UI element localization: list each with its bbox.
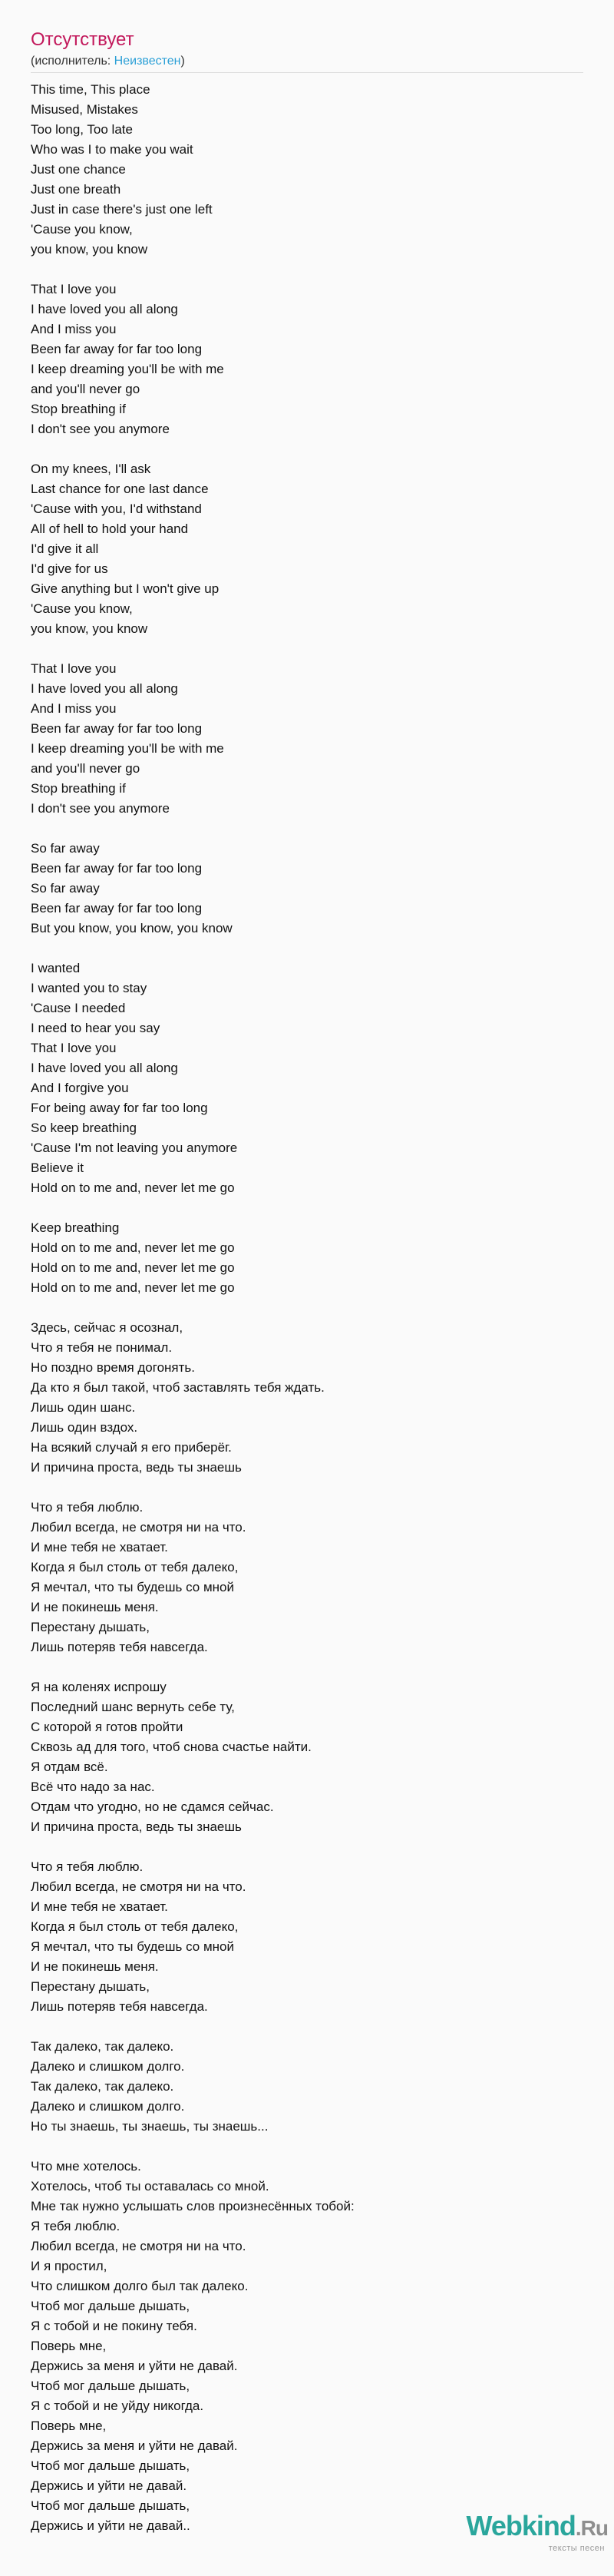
lyric-line: Who was I to make you wait [31, 142, 193, 157]
lyric-line: Been far away for far too long [31, 861, 203, 876]
lyric-line: И я простил, [31, 2259, 107, 2273]
lyric-line: 'Cause you know, [31, 222, 133, 237]
lyric-line: Last chance for one last dance [31, 482, 209, 496]
lyric-line: Но ты знаешь, ты знаешь, ты знаешь... [31, 2119, 269, 2134]
lyric-line: И причина проста, ведь ты знаешь [31, 1460, 242, 1475]
lyrics-stanza [31, 1677, 583, 1837]
lyric-line: Я на коленях испрошу [31, 1680, 167, 1694]
lyric-line: Далеко и слишком долго. [31, 2059, 185, 2074]
lyric-line: Я мечтал, что ты будешь со мной [31, 1939, 234, 1954]
lyric-line: That I love you [31, 282, 117, 296]
lyric-line: И мне тебя не хватает. [31, 1540, 168, 1555]
lyrics-stanza [31, 2037, 583, 2137]
lyric-line: 'Cause I'm not leaving you anymore [31, 1141, 238, 1155]
watermark-tld: Ru [580, 2516, 608, 2540]
lyric-line: And I miss you [31, 701, 117, 716]
lyric-line: But you know, you know, you know [31, 921, 233, 935]
lyric-line: Далеко и слишком долго. [31, 2099, 185, 2114]
lyric-line: I need to hear you say [31, 1021, 160, 1035]
header-divider [31, 72, 583, 73]
lyric-line: I have loved you all along [31, 302, 178, 316]
lyric-line: Перестану дышать, [31, 1979, 150, 1994]
lyric-line: Что слишком долго был так далеко. [31, 2279, 249, 2293]
lyrics-stanza [31, 959, 583, 1198]
lyric-line: I don't see you anymore [31, 801, 170, 816]
lyric-line: Последний шанс вернуть себе ту, [31, 1700, 235, 1714]
lyric-line: Just one breath [31, 182, 121, 197]
lyric-line: Что я тебя люблю. [31, 1859, 144, 1874]
lyric-line: Hold on to me and, never let me go [31, 1280, 235, 1295]
lyric-line: Я с тобой и не покину тебя. [31, 2319, 197, 2333]
lyric-line: I wanted you to stay [31, 981, 147, 995]
lyric-line: That I love you [31, 1041, 117, 1055]
lyric-line: Я тебя люблю. [31, 2219, 120, 2233]
watermark-brand: Webkind [466, 2510, 576, 2541]
lyrics-stanza [31, 80, 583, 260]
lyric-line: I wanted [31, 961, 81, 975]
lyric-line: Когда я был столь от тебя далеко, [31, 1560, 239, 1574]
watermark-logo[interactable] [467, 2512, 608, 2542]
lyric-line: Чтоб мог дальше дышать, [31, 2458, 190, 2473]
lyrics-body [31, 80, 583, 2556]
lyrics-stanza [31, 659, 583, 819]
lyric-line: And I miss you [31, 322, 117, 336]
lyrics-stanza [31, 459, 583, 639]
lyric-line: Хотелось, чтоб ты оставалась со мной. [31, 2179, 269, 2194]
lyrics-stanza [31, 1498, 583, 1657]
lyric-line: Just in case there's just one left [31, 202, 213, 217]
lyric-line: Hold on to me and, never let me go [31, 1180, 235, 1195]
lyric-line: Поверь мне, [31, 2419, 107, 2433]
lyric-line: and you'll never go [31, 382, 140, 396]
lyric-line: Чтоб мог дальше дышать, [31, 2498, 190, 2513]
artist-suffix: ) [180, 55, 185, 68]
lyric-line: И причина проста, ведь ты знаешь [31, 1819, 242, 1834]
lyric-line: Been far away for far too long [31, 901, 203, 916]
lyric-line: Поверь мне, [31, 2339, 107, 2353]
lyrics-stanza [31, 2157, 583, 2536]
lyric-line: Too long, Too late [31, 122, 133, 137]
lyrics-stanza [31, 1857, 583, 2017]
lyric-line: Так далеко, так далеко. [31, 2039, 174, 2054]
lyric-line: Что я тебя люблю. [31, 1500, 144, 1515]
lyric-line: Да кто я был такой, чтоб заставлять тебя ждать. [31, 1380, 325, 1395]
lyric-line: На всякий случай я его приберёг. [31, 1440, 232, 1455]
lyric-line: Держись за меня и уйти не давай. [31, 2359, 238, 2373]
lyric-line: Чтоб мог дальше дышать, [31, 2379, 190, 2393]
lyric-line: Отдам что угодно, но не сдамся сейчас. [31, 1800, 274, 1814]
artist-link[interactable]: Неизвестен [114, 55, 181, 68]
lyric-line: 'Cause you know, [31, 601, 133, 616]
lyric-line: So far away [31, 841, 100, 856]
lyric-line: 'Cause I needed [31, 1001, 126, 1015]
lyric-line: I keep dreaming you'll be with me [31, 741, 224, 756]
lyric-line: Been far away for far too long [31, 721, 203, 736]
lyric-line: Любил всегда, не смотря ни на что. [31, 1520, 246, 1535]
lyric-line: I'd give for us [31, 561, 108, 576]
lyric-line: Hold on to me and, never let me go [31, 1260, 235, 1275]
lyric-line: Чтоб мог дальше дышать, [31, 2299, 190, 2313]
lyric-line: Но поздно время догонять. [31, 1360, 196, 1375]
lyric-line: Держись за меня и уйти не давай. [31, 2439, 238, 2453]
artist-line [31, 54, 185, 69]
lyric-line: Just one chance [31, 162, 126, 177]
lyric-line: Сквозь ад для того, чтоб снова счастье найти. [31, 1740, 312, 1754]
lyric-line: Лишь один шанс. [31, 1400, 136, 1415]
lyric-line: I'd give it all [31, 541, 99, 556]
lyric-line: This time, This place [31, 82, 150, 97]
lyric-line: Hold on to me and, never let me go [31, 1240, 235, 1255]
lyrics-stanza [31, 280, 583, 439]
lyric-line: So far away [31, 881, 100, 896]
lyric-line: That I love you [31, 661, 117, 676]
lyric-line: Перестану дышать, [31, 1620, 150, 1634]
lyric-line: And I forgive you [31, 1081, 129, 1095]
lyric-line: Stop breathing if [31, 781, 126, 796]
lyric-line: On my knees, I'll ask [31, 462, 151, 476]
lyric-line: Лишь один вздох. [31, 1420, 138, 1435]
lyric-line: I have loved you all along [31, 1061, 178, 1075]
lyric-line: 'Cause with you, I'd withstand [31, 502, 202, 516]
lyric-line: Been far away for far too long [31, 342, 203, 356]
lyric-line: Лишь потеряв тебя навсегда. [31, 1640, 208, 1654]
lyrics-stanza [31, 839, 583, 939]
lyric-line: I don't see you anymore [31, 422, 170, 436]
lyric-line: Здесь, сейчас я осознал, [31, 1320, 183, 1335]
lyric-line: I have loved you all along [31, 681, 178, 696]
lyric-line: All of hell to hold your hand [31, 521, 189, 536]
lyric-line: Лишь потеряв тебя навсегда. [31, 1999, 208, 2014]
lyric-line: Всё что надо за нас. [31, 1780, 155, 1794]
lyric-line: Believe it [31, 1161, 84, 1175]
lyric-line: Я с тобой и не уйду никогда. [31, 2399, 204, 2413]
watermark-tagline: тексты песен [548, 2544, 605, 2553]
lyric-line: So keep breathing [31, 1121, 137, 1135]
lyric-line: Give anything but I won't give up [31, 581, 220, 596]
lyric-line: Misused, Mistakes [31, 102, 138, 117]
lyric-line: И не покинешь меня. [31, 1959, 159, 1974]
lyric-line: Любил всегда, не смотря ни на что. [31, 1879, 246, 1894]
lyric-line: Что я тебя не понимал. [31, 1340, 173, 1355]
lyric-line: Держись и уйти не давай.. [31, 2518, 190, 2533]
lyric-line: I keep dreaming you'll be with me [31, 362, 224, 376]
lyrics-stanza [31, 1318, 583, 1478]
lyric-line: Keep breathing [31, 1220, 120, 1235]
lyric-line: you know, you know [31, 621, 148, 636]
artist-prefix: (исполнитель: [31, 55, 114, 68]
lyric-line: С которой я готов пройти [31, 1720, 183, 1734]
lyric-line: For being away for far too long [31, 1101, 208, 1115]
lyric-line: Держись и уйти не давай. [31, 2478, 187, 2493]
lyric-line: you know, you know [31, 242, 148, 257]
site-watermark[interactable] [467, 2512, 608, 2553]
lyric-line: И мне тебя не хватает. [31, 1899, 168, 1914]
lyrics-stanza [31, 1218, 583, 1298]
lyric-line: Когда я был столь от тебя далеко, [31, 1919, 239, 1934]
lyric-line: И не покинешь меня. [31, 1600, 159, 1614]
watermark-dot: . [575, 2516, 581, 2540]
lyric-line: Я отдам всё. [31, 1760, 108, 1774]
lyric-line: Любил всегда, не смотря ни на что. [31, 2239, 246, 2253]
song-title: Отсутствует [31, 29, 134, 50]
lyric-line: Что мне хотелось. [31, 2159, 141, 2174]
lyric-line: Stop breathing if [31, 402, 126, 416]
lyric-line: Так далеко, так далеко. [31, 2079, 174, 2094]
lyric-line: Мне так нужно услышать слов произнесённых тобой: [31, 2199, 355, 2213]
lyric-line: and you'll never go [31, 761, 140, 776]
lyric-line: Я мечтал, что ты будешь со мной [31, 1580, 234, 1594]
